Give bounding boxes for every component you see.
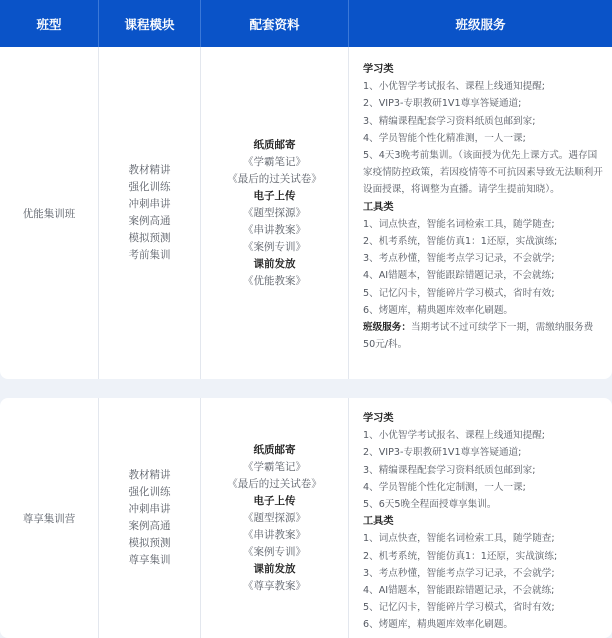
materials-section-title: 课前发放 <box>253 257 296 270</box>
service-item: 2、VIP3-专职教研1V1尊享答疑通道; <box>363 98 522 110</box>
materials-section-title: 电子上传 <box>253 189 296 202</box>
materials-cell <box>201 47 349 379</box>
module-item: 考前集训 <box>128 249 171 261</box>
material-item: 《尊享教案》 <box>243 579 306 592</box>
service-item: 5、记忆闪卡，智能碎片学习模式，省时有效; <box>363 602 555 614</box>
service-item: 4、AI错题本，智能跟踪错题记录，不会就练; <box>363 270 555 282</box>
services-cell <box>349 47 612 379</box>
material-item: 《优能教案》 <box>243 274 306 287</box>
material-item: 《题型探源》 <box>243 206 306 219</box>
header-materials: 配套资料 <box>201 0 349 47</box>
table-row <box>0 398 612 638</box>
service-item: 3、精编课程配套学习资料纸质包邮到家; <box>363 464 536 476</box>
service-item: 2、机考系统，智能仿真1：1还原，实战演练; <box>363 236 558 248</box>
service-item: 2、机考系统，智能仿真1：1还原，实战演练; <box>363 550 558 562</box>
service-item: 3、考点秒懂，智能考点学习记录，不会就学; <box>363 253 555 265</box>
study-section-title: 学习类 <box>363 64 394 75</box>
materials-section-title: 电子上传 <box>253 494 296 507</box>
table-header <box>0 0 612 47</box>
material-item: 《学霸笔记》 <box>243 155 306 168</box>
header-course-modules: 课程模块 <box>99 0 201 47</box>
material-item: 《题型探源》 <box>243 511 306 524</box>
material-item: 《串讲教案》 <box>243 528 306 541</box>
service-item: 2、VIP3-专职教研1V1尊享答疑通道; <box>363 447 522 459</box>
material-item: 《最后的过关试卷》 <box>227 477 322 490</box>
material-item: 《串讲教案》 <box>243 223 306 236</box>
service-item: 1、小优智学考试报名、课程上线通知提醒; <box>363 430 546 442</box>
class-service-note-label: 班级服务： <box>363 322 411 334</box>
module-item: 模拟预测 <box>128 232 171 244</box>
service-item: 4、AI错题本，智能跟踪错题记录，不会就练; <box>363 585 555 597</box>
modules-cell <box>99 47 201 379</box>
material-item: 《案例专训》 <box>243 545 306 558</box>
service-item: 1、词点快查，智能名词检索工具，随学随查; <box>363 218 555 230</box>
table-row <box>0 47 612 379</box>
module-item: 案例高通 <box>128 215 171 227</box>
services-cell <box>349 398 612 638</box>
module-item: 冲刺串讲 <box>128 198 171 210</box>
study-section-title: 学习类 <box>363 413 394 424</box>
module-item: 冲刺串讲 <box>128 503 171 515</box>
service-item: 3、考点秒懂，智能考点学习记录，不会就学; <box>363 567 555 579</box>
class-type-cell: 优能集训班 <box>0 47 99 379</box>
materials-section-title: 纸质邮寄 <box>253 138 296 151</box>
service-item: 1、词点快查，智能名词检索工具，随学随查; <box>363 533 555 545</box>
class-service-note-text: 当期考试不过可续学下一期，需缴纳服务费50元/科。 <box>363 322 594 351</box>
module-item: 教材精讲 <box>128 469 171 481</box>
class-service-note <box>363 319 604 353</box>
tool-section-title: 工具类 <box>363 516 394 528</box>
module-item: 强化训练 <box>128 181 171 193</box>
module-item: 案例高通 <box>128 520 171 532</box>
service-item: 6、烤题库，精典题库效率化刷题。 <box>363 304 514 316</box>
materials-section-title: 纸质邮寄 <box>253 443 296 456</box>
material-item: 《学霸笔记》 <box>243 460 306 473</box>
service-item: 4、学员智能个性化精准测，一人一课; <box>363 132 526 144</box>
module-item: 模拟预测 <box>128 537 171 549</box>
service-item: 5、6天5晚全程面授尊享集训。 <box>363 499 497 511</box>
module-item: 强化训练 <box>128 486 171 498</box>
materials-cell <box>201 398 349 638</box>
material-item: 《案例专训》 <box>243 240 306 253</box>
modules-cell <box>99 398 201 638</box>
service-item: 6、烤题库，精典题库效率化刷题。 <box>363 619 514 631</box>
class-type-cell: 尊享集训营 <box>0 398 99 638</box>
module-item: 教材精讲 <box>128 164 171 176</box>
module-item: 尊享集训 <box>128 554 171 566</box>
header-class-type: 班型 <box>0 0 99 47</box>
header-class-services: 班级服务 <box>455 16 506 32</box>
service-item: 1、小优智学考试报名、课程上线通知提醒; <box>363 81 546 93</box>
tool-section-title: 工具类 <box>363 201 394 213</box>
service-item: 5、4天3晚考前集训。（该面授为优先上课方式。遇存国家疫情防控政策，若因疫情等不可抗因素导致无法顺利开设面授课，将调整为直播。请学生提前知晓）。 <box>363 150 603 196</box>
material-item: 《最后的过关试卷》 <box>227 172 322 185</box>
service-item: 3、精编课程配套学习资料纸质包邮到家; <box>363 115 536 127</box>
materials-section-title: 课前发放 <box>253 562 296 575</box>
service-item: 4、学员智能个性化定制测，一人一课; <box>363 481 526 493</box>
service-item: 5、记忆闪卡，智能碎片学习模式，省时有效; <box>363 287 555 299</box>
